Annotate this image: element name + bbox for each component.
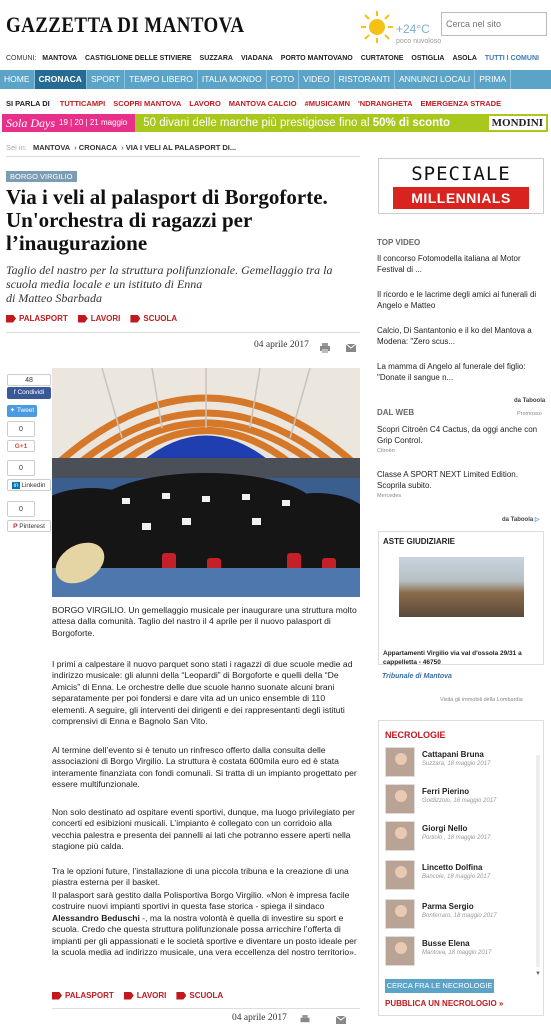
necrologio-date: Portiolo , 18 maggio 2017	[422, 835, 491, 841]
necrologio-item[interactable]	[385, 821, 535, 851]
necrologio-photo	[385, 784, 415, 814]
promosso-label: Promosso	[517, 411, 542, 417]
main-nav	[0, 70, 551, 89]
necrologio-name: Parma Sergio	[422, 902, 474, 911]
necrologie-box	[378, 720, 544, 1016]
tag-icon	[6, 315, 16, 323]
necrologio-item[interactable]	[385, 747, 535, 777]
twitter-icon: ✦	[9, 407, 17, 414]
googleplus-count: 0	[7, 421, 35, 437]
speciale-millennials-banner[interactable]	[378, 158, 544, 214]
comune-link[interactable]: PORTO MANTOVANO	[280, 55, 353, 62]
article-paragraph: Tra le opzioni future, l’installazione di una piccola tribuna e la creazione di una piastra esterna per il basket.	[52, 866, 349, 888]
necrologie-scrollbar[interactable]	[536, 755, 540, 967]
tag-link[interactable]: LAVORI	[124, 991, 167, 1000]
aste-giudiziarie-box[interactable]	[378, 531, 544, 665]
tag-icon	[130, 315, 140, 323]
sponsor-source: Mercedes	[377, 493, 402, 499]
top-video-heading: TOP VIDEO	[377, 238, 421, 247]
article-author: di Matteo Sbarbada	[6, 291, 102, 305]
hot-topic-link[interactable]: 'NDRANGHETA	[357, 99, 413, 108]
comune-link[interactable]: CASTIGLIONE DELLE STIVIERE	[85, 55, 192, 62]
nav-home[interactable]: HOME	[0, 70, 35, 89]
googleplus-share[interactable]	[7, 421, 35, 452]
video-link[interactable]: Calcio, Di Santantonio e il ko del Mantova a Modena: "Zero scus...	[377, 326, 532, 346]
linkedin-share[interactable]	[7, 460, 51, 491]
necrologio-date: Bancole, 18 maggio 2017	[422, 874, 491, 880]
article-date: 04 aprile 2017	[232, 1013, 287, 1023]
aste-property-photo[interactable]	[399, 557, 524, 617]
aste-description[interactable]: Appartamenti Virgilio via val d'ossola 29/31 a cappelletta - 46750	[383, 650, 522, 666]
tag-link[interactable]: PALASPORT	[6, 314, 68, 323]
necrologio-date: Mantova, 18 maggio 2017	[422, 950, 492, 956]
pinterest-icon: P	[13, 523, 18, 530]
video-link[interactable]: Il ricordo e le lacrime degli amici ai funerali di Angelo e Matteo	[377, 290, 537, 310]
sun-icon	[360, 10, 394, 44]
ad-banner[interactable]	[2, 114, 548, 132]
necrologio-name: Lincetto Dolfina	[422, 863, 483, 872]
comune-link[interactable]: OSTIGLIA	[411, 55, 445, 62]
necrologio-name: Ferri Pierino	[422, 787, 470, 796]
pinterest-button[interactable]: P Pinterest	[7, 520, 51, 532]
necrologio-photo	[385, 936, 415, 966]
article-date: 04 aprile 2017	[254, 340, 309, 350]
hot-topic-link[interactable]: #MUSICAMN	[304, 99, 350, 108]
nav-italia-mondo[interactable]: ITALIA MONDO	[198, 70, 267, 89]
article-paragraph: BORGO VIRGILIO. Un gemellaggio musicale per inaugurare una struttura molto attesa dalla comunità. Taglio del nastro il 4 aprile per il nuovo palasport di Borgoforte.	[52, 605, 357, 638]
article-paragraph: Non solo destinato ad ospitare eventi sportivi, dunque, ma luogo privilegiato per concerti ed esibizioni musicali. L’impianto è collegato con un corridoio alla vecchia palestra e presenta dei pannelli ai lati che potranno essere aperti nella stagione più calda.	[52, 807, 355, 852]
facebook-icon: f	[13, 389, 18, 396]
tag-link[interactable]: SCUOLA	[176, 991, 223, 1000]
banner-brand-logo: MONDINI	[489, 116, 546, 130]
banner-message: 50 divani delle marche più prestigiose fino al 50% di sconto	[143, 117, 451, 129]
linkedin-count: 0	[7, 460, 35, 476]
necrologio-photo	[385, 747, 415, 777]
weather-description: poco nuvoloso	[396, 38, 442, 45]
hot-topic-link[interactable]: MANTOVA CALCIO	[228, 99, 297, 108]
nav-sport[interactable]: SPORT	[87, 70, 125, 89]
hot-topics-bar	[6, 99, 509, 108]
comune-link[interactable]: ASOLA	[452, 55, 477, 62]
nav-ristoranti[interactable]: RISTORANTI	[335, 70, 395, 89]
nav-video[interactable]: VIDEO	[299, 70, 334, 89]
tag-icon	[124, 992, 134, 1000]
pinterest-share[interactable]	[7, 501, 51, 532]
site-logo[interactable]: GAZZETTA DI MANTOVA	[6, 12, 245, 37]
banner-sola-days: Sola Days	[2, 114, 59, 132]
hot-topic-link[interactable]: TUTTICAMPI	[59, 99, 106, 108]
search-input[interactable]	[441, 12, 547, 36]
article-photo[interactable]	[52, 368, 360, 597]
tag-link[interactable]: SCUOLA	[130, 314, 177, 323]
linkedin-button[interactable]: in Linkedin	[7, 479, 51, 491]
nav-foto[interactable]: FOTO	[267, 70, 299, 89]
necrologio-photo	[385, 860, 415, 890]
googleplus-button[interactable]: G+1	[7, 440, 35, 452]
necrologio-date: Goldizzolo, 18 maggio 2017	[422, 798, 497, 804]
necrologio-item[interactable]	[385, 936, 535, 966]
tag-icon	[52, 992, 62, 1000]
article-paragraph: I primi a calpestare il nuovo parquet sono stati i ragazzi di due scuole medie ad indirizzo musicale: gli alunni della “Leopardi” di Borgoforte e quelli della “De Amicis” di Enna. Le orchestre delle due scuole hanno suonate alcuni brani separatamente per poi fondersi e dare vita ad un unico ensemble di 110 elementi. A seguire, gli interventi dei dirigenti e dei rappresentanti degli istituti comprensivi di Enna e Bagnolo San Vito.	[52, 659, 353, 727]
tag-icon	[78, 315, 88, 323]
necrologio-item[interactable]	[385, 899, 535, 929]
breadcrumb-item[interactable]: MANTOVA	[32, 143, 71, 152]
nav-annunci-locali[interactable]: ANNUNCI LOCALI	[395, 70, 475, 89]
article-paragraph: Il palasport sarà gestito dalla Polisportiva Borgo Virgilio. «Non è impresa facile costruire nuovi impianti sportivi in questa fase storica - spiega il sindaco Alessandro Beduschi -, ma la nostra volontà è quella di investire su sport e scuola. Credo che questa struttura polifunzionale possa arricchire l’offerta di impianti per gli appassionati e le società sportive e diventare un posto ideale per la scuola media ad indirizzo musicale, una vera eccellenza del nostro territorio».	[52, 890, 357, 958]
comune-link[interactable]: CURTATONE	[360, 55, 404, 62]
tag-link[interactable]: LAVORI	[78, 314, 121, 323]
tag-link[interactable]: PALASPORT	[52, 991, 114, 1000]
article-tags	[6, 314, 187, 323]
linkedin-icon: in	[13, 482, 19, 489]
facebook-share-button[interactable]: f Condividi	[7, 387, 51, 399]
breadcrumb-item[interactable]: CRONACA	[78, 143, 118, 152]
necrologio-photo	[385, 821, 415, 851]
sponsored-link[interactable]: Classe A SPORT NEXT Limited Edition. Scoprila subito.	[377, 470, 518, 490]
breadcrumb-label: Sei in:	[6, 143, 27, 152]
divider	[6, 332, 360, 333]
necrologio-name: Giorgi Nello	[422, 824, 468, 833]
nav-prima[interactable]: PRIMA	[475, 70, 511, 89]
comuni-label: COMUNI:	[6, 55, 37, 62]
divider	[52, 1008, 360, 1009]
comune-link[interactable]: VIADANA	[240, 55, 273, 62]
visit-properties-link[interactable]: Visita gli immobili della Lombardia	[440, 697, 523, 703]
necrologio-name: Cattapani Bruna	[422, 750, 484, 759]
necrologio-photo	[385, 899, 415, 929]
breadcrumb-item: VIA I VELI AL PALASPORT DI...	[125, 143, 237, 152]
divider	[6, 156, 360, 157]
aste-heading: ASTE GIUDIZIARIE	[383, 537, 456, 546]
banner-dates: 19 | 20 | 21 maggio	[59, 114, 135, 132]
comune-link[interactable]: MANTOVA	[42, 55, 78, 62]
print-icon[interactable]	[300, 1015, 310, 1024]
publish-necrologio-link[interactable]: PUBBLICA UN NECROLOGIO »	[385, 999, 504, 1008]
weather-temperature: +24°C	[396, 22, 430, 36]
speciale-title: SPECIALE	[411, 163, 511, 185]
hot-topic-link[interactable]: EMERGENZA STRADE	[420, 99, 502, 108]
necrologio-item[interactable]	[385, 860, 535, 890]
pinterest-count: 0	[7, 501, 35, 517]
dal-web-heading: DAL WEB	[377, 408, 415, 417]
facebook-count: 48	[7, 374, 51, 386]
article-category-tag[interactable]: BORGO VIRGILIO	[6, 171, 77, 182]
tag-icon	[176, 992, 186, 1000]
necrologio-item[interactable]	[385, 784, 535, 814]
sponsor-source: Citroën	[377, 448, 395, 454]
article-paragraph: Al termine dell’evento si è tenuto un rinfresco offerto dalla consulta delle associazioni di Borgo Virgilio. La struttura è costata 600mila euro ed è stata interamente finanziata con fondi comunali. Si tratta di un impianto progettato per essere multifunzionale.	[52, 745, 357, 790]
taboola-label[interactable]: da Taboola	[514, 398, 546, 404]
comune-link[interactable]: SUZZARA	[199, 55, 233, 62]
hot-topics-label: SI PARLA DI	[6, 99, 50, 108]
comuni-bar	[6, 55, 545, 62]
scroll-down-icon[interactable]: ▼	[535, 971, 541, 977]
sponsored-link[interactable]: Scopri Citroën C4 Cactus, da oggi anche con Grip Control.	[377, 425, 538, 445]
necrologio-date: Suzzara, 18 maggio 2017	[422, 761, 491, 767]
breadcrumb: Sei in: MANTOVA › CRONACA › VIA I VELI AL PALASPORT DI...	[6, 143, 237, 152]
article-subtitle: Taglio del nastro per la struttura polifunzionale. Gemellaggio tra la scuola media locale e un istituto di Enna	[6, 263, 333, 291]
necrologie-heading: NECROLOGIE	[385, 730, 446, 740]
video-link[interactable]: Il concorso Fotomodella italiana al Motor Festival di ...	[377, 254, 521, 274]
tribunale-link[interactable]: Tribunale di Mantova	[382, 673, 452, 680]
search-necrologie-button[interactable]: CERCA FRA LE NECROLOGIE	[385, 979, 494, 993]
all-comuni-dropdown[interactable]: TUTTI I COMUNI	[484, 55, 539, 62]
print-icon[interactable]	[320, 343, 330, 353]
article-tags	[52, 991, 233, 1000]
hot-topic-link[interactable]: SCOPRI MANTOVA	[113, 99, 182, 108]
speciale-subtitle: MILLENNIALS	[393, 187, 529, 209]
nav-tempo-libero[interactable]: TEMPO LIBERO	[125, 70, 198, 89]
necrologio-date: Bonferraro, 18 maggio 2017	[422, 913, 497, 919]
video-link[interactable]: La mamma di Angelo al funerale del figlio: "Donate il sangue n...	[377, 362, 526, 382]
taboola-icon: ▷	[534, 517, 540, 523]
twitter-share-button[interactable]: ✦ Tweet	[7, 405, 37, 417]
taboola-label[interactable]: da Taboola ▷	[502, 517, 540, 523]
hot-topic-link[interactable]: LAVORO	[189, 99, 221, 108]
article-title: Via i veli al palasport di Borgoforte. Un'orchestra di ragazzi per l’inaugurazione	[6, 185, 328, 255]
necrologio-name: Busse Elena	[422, 939, 470, 948]
email-icon[interactable]	[336, 1016, 346, 1024]
email-icon[interactable]	[346, 344, 356, 352]
facebook-share[interactable]	[7, 374, 51, 399]
nav-cronaca[interactable]: CRONACA	[35, 70, 87, 89]
